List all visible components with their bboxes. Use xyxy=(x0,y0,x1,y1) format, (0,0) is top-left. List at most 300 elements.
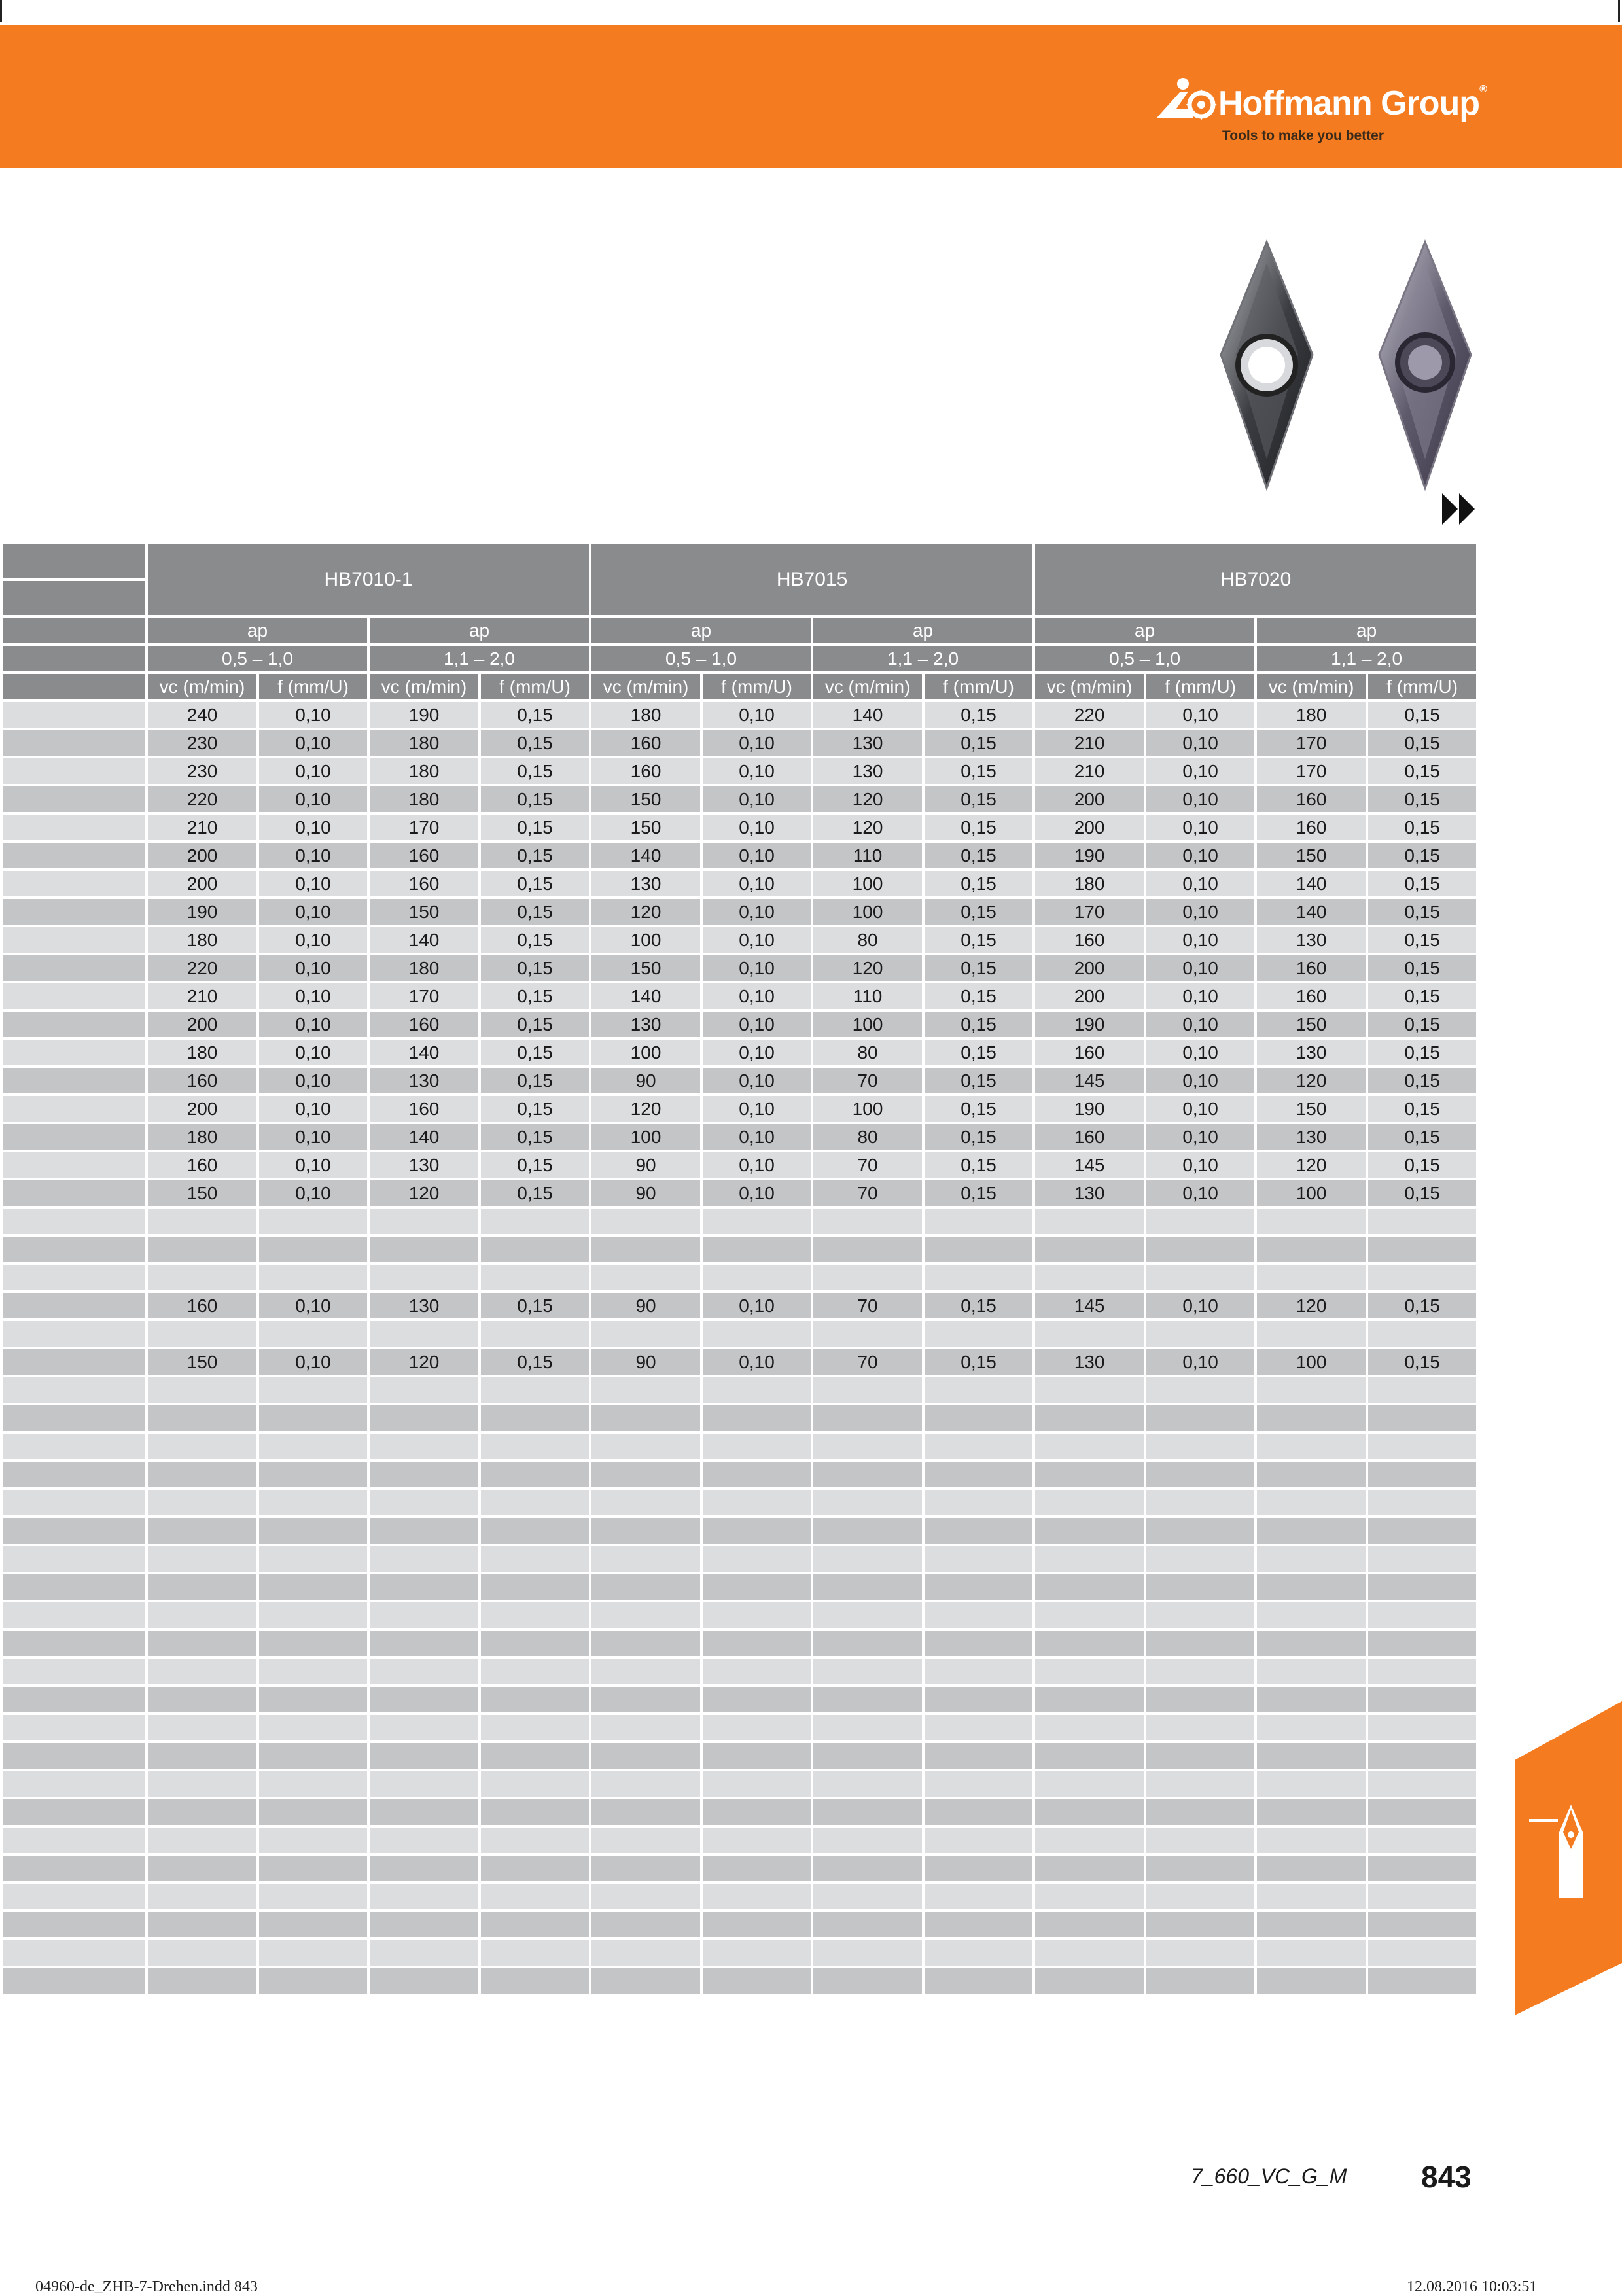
print-slug-date: 12.08.2016 10:03:51 xyxy=(1407,2278,1538,2295)
vc-cell: 230 xyxy=(147,729,258,757)
vc-cell: 140 xyxy=(1256,870,1367,898)
double-arrow-right-icon[interactable] xyxy=(1439,489,1479,529)
vc-cell xyxy=(1256,1545,1367,1573)
header-corner xyxy=(1,616,147,645)
table-row xyxy=(1,1292,1477,1320)
vc-cell: 180 xyxy=(147,1123,258,1151)
f-cell xyxy=(1367,1545,1477,1573)
f-cell xyxy=(258,1629,368,1657)
f-cell xyxy=(258,1854,368,1882)
vc-cell xyxy=(147,1404,258,1432)
f-cell xyxy=(701,1601,812,1629)
vc-cell xyxy=(368,1376,480,1404)
f-cell xyxy=(1367,1376,1477,1404)
table-row xyxy=(1,1826,1477,1854)
f-cell xyxy=(258,1489,368,1517)
table-row xyxy=(1,1573,1477,1601)
vc-cell: 160 xyxy=(368,841,480,870)
vc-cell xyxy=(812,1235,923,1263)
f-cell xyxy=(1145,1207,1256,1235)
f-cell xyxy=(701,1742,812,1770)
ap-range-header: 0,5 – 1,0 xyxy=(590,645,812,673)
f-cell xyxy=(701,1207,812,1235)
vc-header: vc (m/min) xyxy=(368,673,480,701)
table-row xyxy=(1,1629,1477,1657)
ap-range-header: 0,5 – 1,0 xyxy=(1034,645,1256,673)
ap-range-header: 0,5 – 1,0 xyxy=(147,645,368,673)
vc-cell: 80 xyxy=(812,1123,923,1151)
table-row xyxy=(1,813,1477,841)
vc-cell xyxy=(812,1404,923,1432)
f-cell: 0,10 xyxy=(258,813,368,841)
vc-cell: 180 xyxy=(1256,701,1367,729)
vc-cell xyxy=(1034,1939,1145,1967)
vc-cell xyxy=(1034,1263,1145,1292)
vc-cell: 160 xyxy=(1256,982,1367,1010)
vc-cell xyxy=(1034,1573,1145,1601)
vc-cell xyxy=(590,1657,701,1686)
vc-cell: 160 xyxy=(147,1067,258,1095)
f-cell xyxy=(1367,1770,1477,1798)
vc-cell xyxy=(368,1686,480,1714)
row-label-cell xyxy=(1,926,147,954)
vc-cell: 100 xyxy=(812,1095,923,1123)
f-cell xyxy=(480,1686,590,1714)
vc-cell: 90 xyxy=(590,1292,701,1320)
row-label-cell xyxy=(1,1686,147,1714)
f-cell xyxy=(480,1432,590,1460)
table-row xyxy=(1,1517,1477,1545)
vc-cell xyxy=(1256,1798,1367,1826)
vc-cell xyxy=(1034,1601,1145,1629)
table-row xyxy=(1,1095,1477,1123)
f-cell xyxy=(480,1207,590,1235)
f-cell: 0,15 xyxy=(1367,1348,1477,1376)
f-cell: 0,15 xyxy=(1367,870,1477,898)
f-cell xyxy=(1145,1517,1256,1545)
f-cell: 0,10 xyxy=(701,870,812,898)
vc-cell: 140 xyxy=(368,926,480,954)
header-corner xyxy=(1,645,147,673)
vc-cell: 180 xyxy=(590,701,701,729)
f-cell: 0,15 xyxy=(480,841,590,870)
f-cell xyxy=(923,1517,1034,1545)
f-cell xyxy=(1367,1432,1477,1460)
f-cell: 0,15 xyxy=(480,1348,590,1376)
table-row xyxy=(1,982,1477,1010)
vc-cell: 220 xyxy=(1034,701,1145,729)
row-label-cell xyxy=(1,1545,147,1573)
f-cell xyxy=(258,1826,368,1854)
row-label-cell xyxy=(1,1882,147,1911)
f-cell xyxy=(701,1714,812,1742)
vc-cell xyxy=(1256,1939,1367,1967)
vc-cell: 170 xyxy=(368,982,480,1010)
f-cell: 0,10 xyxy=(701,1010,812,1038)
vc-cell: 130 xyxy=(590,1010,701,1038)
row-label-cell xyxy=(1,1826,147,1854)
ap-header: ap xyxy=(812,616,1034,645)
vc-cell: 80 xyxy=(812,926,923,954)
f-cell xyxy=(923,1320,1034,1348)
table-row xyxy=(1,785,1477,813)
f-cell: 0,10 xyxy=(258,729,368,757)
vc-cell xyxy=(147,1207,258,1235)
table-row xyxy=(1,1545,1477,1573)
f-cell: 0,15 xyxy=(480,982,590,1010)
vc-cell xyxy=(368,1432,480,1460)
row-label-cell xyxy=(1,1207,147,1235)
f-cell: 0,15 xyxy=(480,870,590,898)
row-label-cell xyxy=(1,1263,147,1292)
vc-cell xyxy=(147,1714,258,1742)
vc-cell: 100 xyxy=(590,1038,701,1067)
vc-cell xyxy=(1256,1404,1367,1432)
header-corner xyxy=(1,580,147,616)
f-cell: 0,15 xyxy=(923,701,1034,729)
vc-cell: 130 xyxy=(1034,1179,1145,1207)
f-cell xyxy=(1367,1854,1477,1882)
vc-cell: 140 xyxy=(812,701,923,729)
vc-cell xyxy=(368,1939,480,1967)
f-cell xyxy=(923,1882,1034,1911)
vc-cell xyxy=(1256,1826,1367,1854)
vc-cell: 140 xyxy=(590,841,701,870)
f-cell xyxy=(1145,1545,1256,1573)
ap-header: ap xyxy=(147,616,368,645)
table-row xyxy=(1,1714,1477,1742)
vc-cell xyxy=(147,1826,258,1854)
f-cell xyxy=(1367,1826,1477,1854)
vc-header: vc (m/min) xyxy=(590,673,701,701)
vc-cell xyxy=(590,1376,701,1404)
vc-cell: 130 xyxy=(812,729,923,757)
f-cell: 0,10 xyxy=(701,1179,812,1207)
vc-cell: 170 xyxy=(1256,757,1367,785)
table-row xyxy=(1,701,1477,729)
f-cell xyxy=(1367,1742,1477,1770)
f-cell: 0,15 xyxy=(480,1151,590,1179)
row-label-cell xyxy=(1,954,147,982)
vc-cell xyxy=(812,1798,923,1826)
vc-cell xyxy=(1034,1489,1145,1517)
vc-cell xyxy=(368,1967,480,1995)
crop-mark-left xyxy=(0,0,2,22)
vc-cell xyxy=(590,1770,701,1798)
vc-cell: 160 xyxy=(1256,954,1367,982)
f-cell: 0,10 xyxy=(258,841,368,870)
vc-cell: 150 xyxy=(147,1348,258,1376)
vc-cell: 130 xyxy=(368,1292,480,1320)
vc-cell: 70 xyxy=(812,1151,923,1179)
vc-cell xyxy=(590,1629,701,1657)
vc-cell xyxy=(147,1263,258,1292)
f-cell xyxy=(1145,1573,1256,1601)
vc-cell: 100 xyxy=(812,898,923,926)
vc-cell: 210 xyxy=(147,813,258,841)
ap-header: ap xyxy=(590,616,812,645)
f-cell xyxy=(258,1770,368,1798)
vc-cell xyxy=(590,1432,701,1460)
row-label-cell xyxy=(1,1010,147,1038)
crop-mark-right xyxy=(1618,0,1620,22)
vc-cell: 120 xyxy=(1256,1292,1367,1320)
vc-cell: 130 xyxy=(368,1151,480,1179)
vc-cell xyxy=(1034,1207,1145,1235)
f-cell xyxy=(701,1432,812,1460)
row-label-cell xyxy=(1,1095,147,1123)
f-cell xyxy=(258,1320,368,1348)
vc-cell xyxy=(368,1404,480,1432)
vc-cell xyxy=(812,1714,923,1742)
f-cell xyxy=(258,1573,368,1601)
table-row xyxy=(1,1432,1477,1460)
vc-cell: 200 xyxy=(147,1095,258,1123)
f-cell xyxy=(480,1911,590,1939)
f-cell xyxy=(923,1432,1034,1460)
f-cell xyxy=(923,1601,1034,1629)
f-cell xyxy=(701,1573,812,1601)
f-cell: 0,10 xyxy=(258,1179,368,1207)
table-row xyxy=(1,1657,1477,1686)
vc-cell xyxy=(147,1911,258,1939)
f-cell: 0,10 xyxy=(1145,982,1256,1010)
f-cell xyxy=(480,1263,590,1292)
vc-cell xyxy=(1256,1967,1367,1995)
f-cell: 0,15 xyxy=(1367,785,1477,813)
f-cell: 0,10 xyxy=(1145,1067,1256,1095)
f-cell: 0,10 xyxy=(701,926,812,954)
table-row xyxy=(1,1038,1477,1067)
vc-cell: 130 xyxy=(1256,1038,1367,1067)
table-row xyxy=(1,1911,1477,1939)
f-cell xyxy=(923,1939,1034,1967)
vc-cell: 220 xyxy=(147,785,258,813)
f-cell: 0,10 xyxy=(1145,729,1256,757)
vc-cell: 200 xyxy=(1034,954,1145,982)
f-cell xyxy=(1145,1235,1256,1263)
f-cell xyxy=(1145,1629,1256,1657)
vc-cell: 90 xyxy=(590,1179,701,1207)
vc-cell xyxy=(590,1545,701,1573)
row-label-cell xyxy=(1,1770,147,1798)
f-cell xyxy=(1145,1714,1256,1742)
vc-cell xyxy=(812,1967,923,1995)
f-cell: 0,15 xyxy=(1367,982,1477,1010)
f-cell xyxy=(1145,1854,1256,1882)
vc-cell: 200 xyxy=(147,1010,258,1038)
f-cell xyxy=(480,1601,590,1629)
f-cell: 0,15 xyxy=(923,1151,1034,1179)
vc-cell: 200 xyxy=(147,841,258,870)
f-cell xyxy=(923,1714,1034,1742)
f-cell: 0,15 xyxy=(1367,1038,1477,1067)
f-cell xyxy=(258,1545,368,1573)
f-cell: 0,10 xyxy=(701,757,812,785)
vc-cell xyxy=(590,1714,701,1742)
row-label-cell xyxy=(1,1657,147,1686)
vc-cell xyxy=(590,1207,701,1235)
table-row xyxy=(1,1939,1477,1967)
vc-cell xyxy=(147,1376,258,1404)
row-label-cell xyxy=(1,870,147,898)
f-cell xyxy=(701,1882,812,1911)
f-cell xyxy=(701,1770,812,1798)
vc-cell xyxy=(147,1517,258,1545)
f-cell xyxy=(701,1376,812,1404)
f-cell: 0,10 xyxy=(1145,1010,1256,1038)
table-row xyxy=(1,1123,1477,1151)
f-cell xyxy=(923,1686,1034,1714)
row-label-cell xyxy=(1,701,147,729)
f-cell: 0,10 xyxy=(258,1010,368,1038)
vc-cell xyxy=(1034,1404,1145,1432)
f-cell xyxy=(1367,1714,1477,1742)
f-cell xyxy=(1145,1798,1256,1826)
vc-cell: 70 xyxy=(812,1179,923,1207)
f-cell xyxy=(480,1854,590,1882)
vc-cell xyxy=(147,1235,258,1263)
grade-header: HB7020 xyxy=(1034,543,1477,616)
f-cell: 0,15 xyxy=(923,926,1034,954)
vc-cell: 180 xyxy=(147,1038,258,1067)
vc-cell: 70 xyxy=(812,1067,923,1095)
table-row xyxy=(1,841,1477,870)
table-row xyxy=(1,1263,1477,1292)
vc-cell xyxy=(368,1517,480,1545)
vc-cell: 100 xyxy=(812,870,923,898)
vc-cell: 160 xyxy=(147,1292,258,1320)
f-cell: 0,10 xyxy=(258,757,368,785)
f-cell: 0,10 xyxy=(701,701,812,729)
f-cell xyxy=(258,1404,368,1432)
vc-cell xyxy=(368,1629,480,1657)
vc-cell: 160 xyxy=(1034,1123,1145,1151)
vc-cell xyxy=(1256,1320,1367,1348)
f-cell xyxy=(923,1854,1034,1882)
f-cell: 0,15 xyxy=(923,1067,1034,1095)
f-cell xyxy=(258,1657,368,1686)
vc-cell xyxy=(590,1967,701,1995)
vc-cell xyxy=(1034,1826,1145,1854)
vc-cell xyxy=(1256,1489,1367,1517)
vc-cell: 170 xyxy=(368,813,480,841)
vc-cell xyxy=(1256,1911,1367,1939)
f-cell xyxy=(480,1826,590,1854)
f-cell xyxy=(701,1686,812,1714)
f-cell xyxy=(480,1798,590,1826)
vc-cell xyxy=(368,1798,480,1826)
f-cell: 0,10 xyxy=(258,785,368,813)
vc-cell: 160 xyxy=(1034,1038,1145,1067)
f-cell xyxy=(923,1573,1034,1601)
vc-cell xyxy=(147,1489,258,1517)
f-cell: 0,10 xyxy=(701,1348,812,1376)
section-tab[interactable] xyxy=(1515,1701,1622,2015)
f-cell xyxy=(1367,1939,1477,1967)
f-cell xyxy=(1367,1686,1477,1714)
row-label-cell xyxy=(1,757,147,785)
f-cell xyxy=(1367,1629,1477,1657)
table-row xyxy=(1,926,1477,954)
f-cell xyxy=(923,1742,1034,1770)
vc-cell: 120 xyxy=(1256,1067,1367,1095)
f-cell xyxy=(480,1235,590,1263)
f-cell: 0,10 xyxy=(701,1038,812,1067)
vc-cell xyxy=(590,1489,701,1517)
f-cell xyxy=(1145,1657,1256,1686)
vc-cell: 150 xyxy=(368,898,480,926)
vc-cell: 145 xyxy=(1034,1151,1145,1179)
vc-cell xyxy=(368,1657,480,1686)
f-cell: 0,15 xyxy=(480,954,590,982)
vc-cell: 110 xyxy=(812,982,923,1010)
f-cell xyxy=(923,1489,1034,1517)
f-cell: 0,10 xyxy=(1145,1151,1256,1179)
vc-cell: 180 xyxy=(368,954,480,982)
row-label-cell xyxy=(1,1798,147,1826)
f-cell xyxy=(701,1460,812,1489)
table-row xyxy=(1,1854,1477,1882)
vc-cell xyxy=(147,1432,258,1460)
header-corner xyxy=(1,673,147,701)
table-row xyxy=(1,1151,1477,1179)
f-cell: 0,15 xyxy=(480,813,590,841)
f-cell: 0,15 xyxy=(480,757,590,785)
f-cell xyxy=(1145,1320,1256,1348)
vc-cell: 100 xyxy=(1256,1179,1367,1207)
f-cell: 0,10 xyxy=(258,1348,368,1376)
vc-cell xyxy=(1034,1432,1145,1460)
vc-cell xyxy=(1034,1714,1145,1742)
f-cell xyxy=(258,1714,368,1742)
f-cell xyxy=(1145,1967,1256,1995)
vc-cell: 130 xyxy=(1034,1348,1145,1376)
vc-cell: 80 xyxy=(812,1038,923,1067)
f-cell: 0,15 xyxy=(480,729,590,757)
vc-cell: 130 xyxy=(812,757,923,785)
table-row xyxy=(1,1460,1477,1489)
vc-cell: 180 xyxy=(368,785,480,813)
vc-cell: 200 xyxy=(1034,785,1145,813)
f-cell xyxy=(1367,1657,1477,1686)
vc-cell: 150 xyxy=(590,954,701,982)
table-row xyxy=(1,729,1477,757)
vc-cell xyxy=(812,1854,923,1882)
f-cell: 0,15 xyxy=(480,1038,590,1067)
f-cell xyxy=(1145,1686,1256,1714)
vc-cell xyxy=(147,1742,258,1770)
vc-cell: 100 xyxy=(590,1123,701,1151)
vc-cell: 200 xyxy=(147,870,258,898)
row-label-cell xyxy=(1,1123,147,1151)
vc-cell: 190 xyxy=(147,898,258,926)
f-cell: 0,10 xyxy=(258,926,368,954)
row-label-cell xyxy=(1,1432,147,1460)
vc-header: vc (m/min) xyxy=(147,673,258,701)
f-cell: 0,10 xyxy=(1145,870,1256,898)
vc-header: vc (m/min) xyxy=(1034,673,1145,701)
f-cell: 0,15 xyxy=(1367,841,1477,870)
vc-cell: 150 xyxy=(1256,841,1367,870)
cutting-data-table-wrap xyxy=(0,542,1473,1996)
f-cell xyxy=(258,1939,368,1967)
insert-image-left xyxy=(1214,237,1319,493)
vc-cell xyxy=(812,1545,923,1573)
f-cell: 0,15 xyxy=(480,701,590,729)
vc-cell xyxy=(590,1939,701,1967)
vc-cell xyxy=(1256,1263,1367,1292)
